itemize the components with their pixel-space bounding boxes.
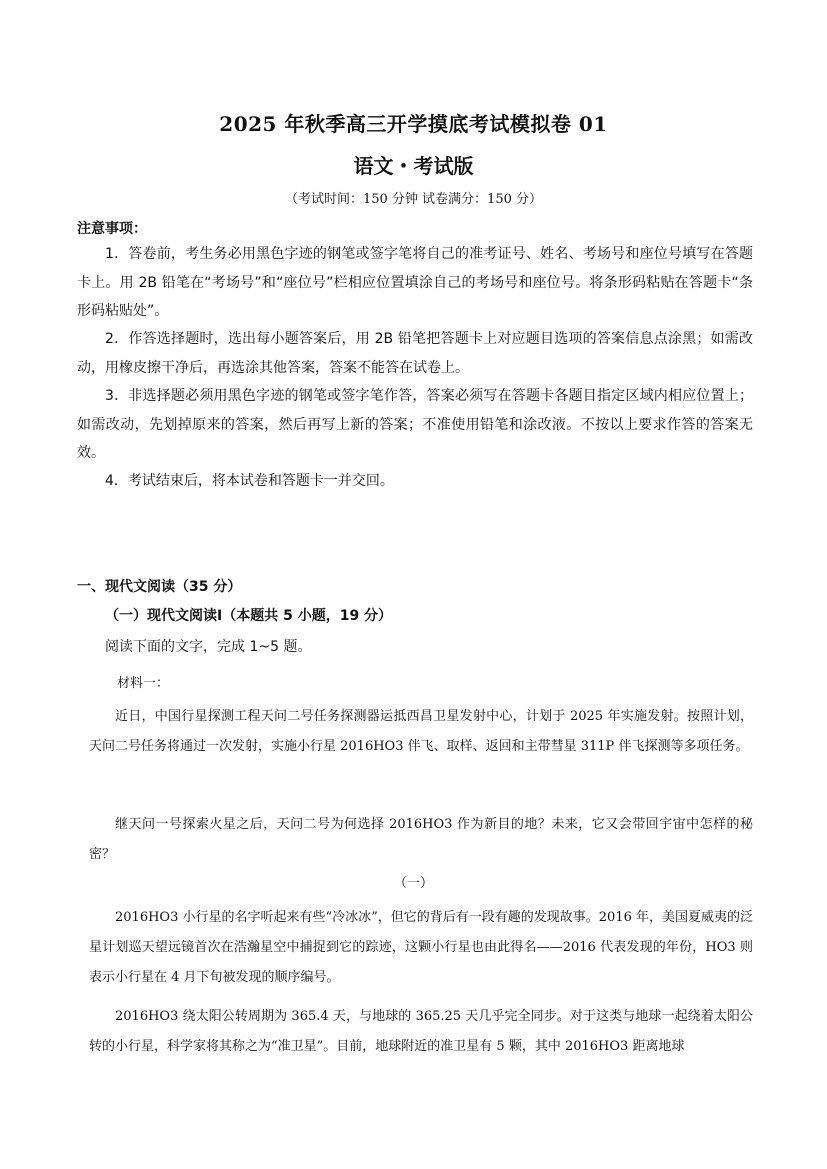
body-paragraph: 近日，中国行星探测工程天问二号任务探测器运抵西昌卫星发射中心，计划于 2025 年实施发射。按照计划，天问二号任务将通过一次发射，实施小行星 2016HO3 伴飞、取样、返回和主带彗星 311P 伴飞探测等多项任务。	[89, 709, 753, 754]
body-paragraph: 2016HO3 绕太阳公转周期为 365.4 天，与地球的 365.25 天几乎完全同步。对于这类与地球一起绕着太阳公转的小行星，科学家将其称之为“准卫星”。目前，地球附近的准卫星有 5 颗，其中 2016HO3 距离地球	[89, 1009, 753, 1054]
notice-item: 2．作答选择题时，选出每小题答案后，用 2B 铅笔把答题卡上对应题目选项的答案信息点涂黑；如需改动，用橡皮擦干净后，再选涂其他答案，答案不能答在试卷上。	[77, 331, 753, 376]
exam-title: 2025 年秋季高三开学摸底考试模拟卷 01	[219, 112, 608, 136]
body-paragraph: 继天问一号探索火星之后，天问二号为何选择 2016HO3 作为新目的地？未来，它又会带回宇宙中怎样的秘密？	[89, 817, 753, 862]
reading-instruction: 阅读下面的文字，完成 1~5 题。	[105, 639, 312, 655]
exam-info: （考试时间：150 分钟 试卷满分：150 分）	[284, 192, 543, 207]
material-label: 材料一：	[117, 676, 170, 691]
notice-item: 3．非选择题必须用黑色字迹的钢笔或签字笔作答，答案必须写在答题卡各题目指定区域内相应位置上；如需改动，先划掉原来的答案，然后再写上新的答案；不准使用铅笔和涂改液。不按以上要求作答的答案无效。	[77, 388, 753, 461]
part-marker: （一）	[393, 876, 433, 891]
body-paragraph: 2016HO3 小行星的名字听起来有些“冷冰冰”，但它的背后有一段有趣的发现故事。2016 年，美国夏威夷的泛星计划巡天望远镜首次在浩瀚星空中捕捉到它的踪迹，这颗小行星也由此得名——2016 代表发现的年份，HO3 则表示小行星在 4 月下旬被发现的顺序编号。	[89, 910, 753, 985]
notice-item: 4．考试结束后，将本试卷和答题卡一并交回。	[105, 473, 394, 489]
section-heading: 一、现代文阅读（35 分）	[77, 579, 242, 595]
notice-heading: 注意事项：	[77, 221, 147, 237]
exam-subtitle: 语文・考试版	[353, 154, 474, 178]
notice-item: 1．答卷前，考生务必用黑色字迹的钢笔或签字笔将自己的准考证号、姓名、考场号和座位号填写在答题卡上。用 2B 铅笔在“考场号”和“座位号”栏相应位置填涂自己的考场号和座位号。将条形码粘贴在答题卡“条形码粘贴处”。	[77, 246, 753, 319]
subsection-heading: （一）现代文阅读Ⅰ（本题共 5 小题，19 分）	[105, 608, 393, 624]
